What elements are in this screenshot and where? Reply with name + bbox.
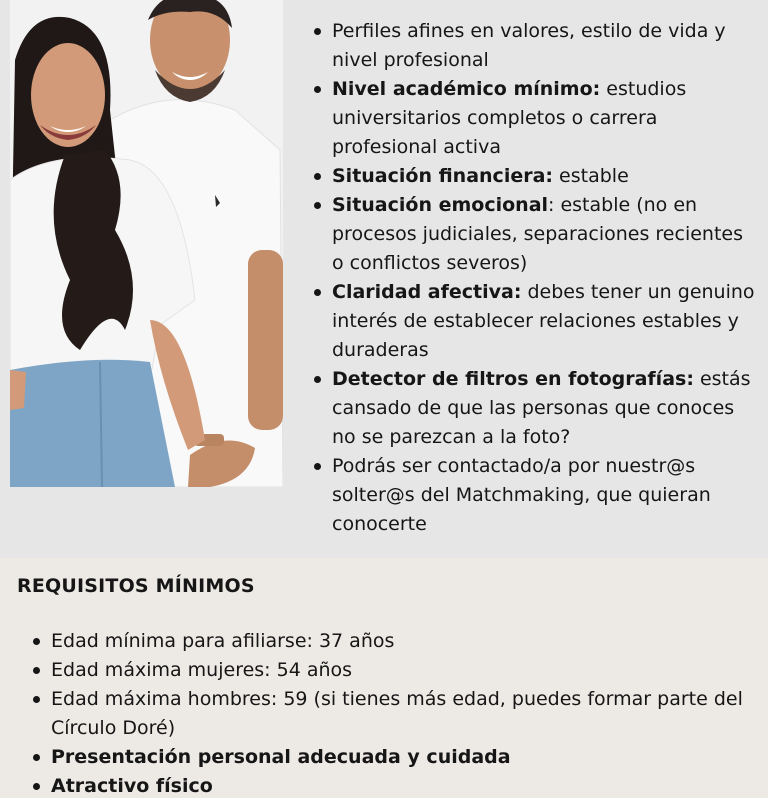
bullet-icon <box>314 202 321 209</box>
criteria-value: debes tener un genuino interés de establecer relaciones estables y duraderas <box>332 281 755 361</box>
bullet-icon <box>33 667 40 674</box>
requirement-item: Edad mínima para afiliarse: 37 años <box>29 627 754 656</box>
bullet-icon <box>314 28 321 35</box>
bullet-icon <box>314 376 321 383</box>
bullet-icon <box>33 638 40 645</box>
criteria-value: estudios universitarios completos o carrera profesional activa <box>332 78 687 158</box>
bullet-icon <box>314 463 321 470</box>
bullet-icon <box>314 173 321 180</box>
criteria-item: Podrás ser contactado/a por nuestr@s solter@s del Matchmaking, que quieran conocerte <box>310 452 760 539</box>
criteria-label: Claridad afectiva: <box>332 281 522 303</box>
criteria-label: Nivel académico mínimo: <box>332 78 601 100</box>
profile-criteria-list <box>310 17 760 539</box>
bullet-icon <box>33 754 40 761</box>
requirements-title: REQUISITOS MÍNIMOS <box>17 575 255 597</box>
requirement-item: Presentación personal adecuada y cuidada <box>29 743 754 772</box>
criteria-item <box>310 162 760 191</box>
criteria-item: Perfiles afines en valores, estilo de vida y nivel profesional <box>310 17 760 75</box>
criteria-value: estás cansado de que las personas que conoces no se parezcan a la foto? <box>332 368 751 448</box>
bullet-icon <box>33 783 40 790</box>
criteria-item <box>310 365 760 452</box>
bullet-icon <box>33 696 40 703</box>
couple-photo <box>10 0 283 487</box>
criteria-label: Situación financiera: <box>332 165 554 187</box>
criteria-value: : estable (no en procesos judiciales, separaciones recientes o conflictos severos) <box>332 194 743 274</box>
bullet-icon <box>314 289 321 296</box>
criteria-label: Detector de filtros en fotografías: <box>332 368 694 390</box>
criteria-item <box>310 278 760 365</box>
couple-illustration <box>10 0 283 487</box>
bullet-icon <box>314 86 321 93</box>
criteria-label: Situación emocional <box>332 194 549 216</box>
criteria-item <box>310 75 760 162</box>
criteria-item <box>310 191 760 278</box>
criteria-value: estable <box>553 165 629 187</box>
requirement-item: Edad máxima hombres: 59 (si tienes más edad, puedes formar parte del Círculo Doré) <box>29 685 754 743</box>
requirement-item: Atractivo físico <box>29 772 754 801</box>
requirements-list <box>29 627 754 801</box>
requirement-item: Edad máxima mujeres: 54 años <box>29 656 754 685</box>
